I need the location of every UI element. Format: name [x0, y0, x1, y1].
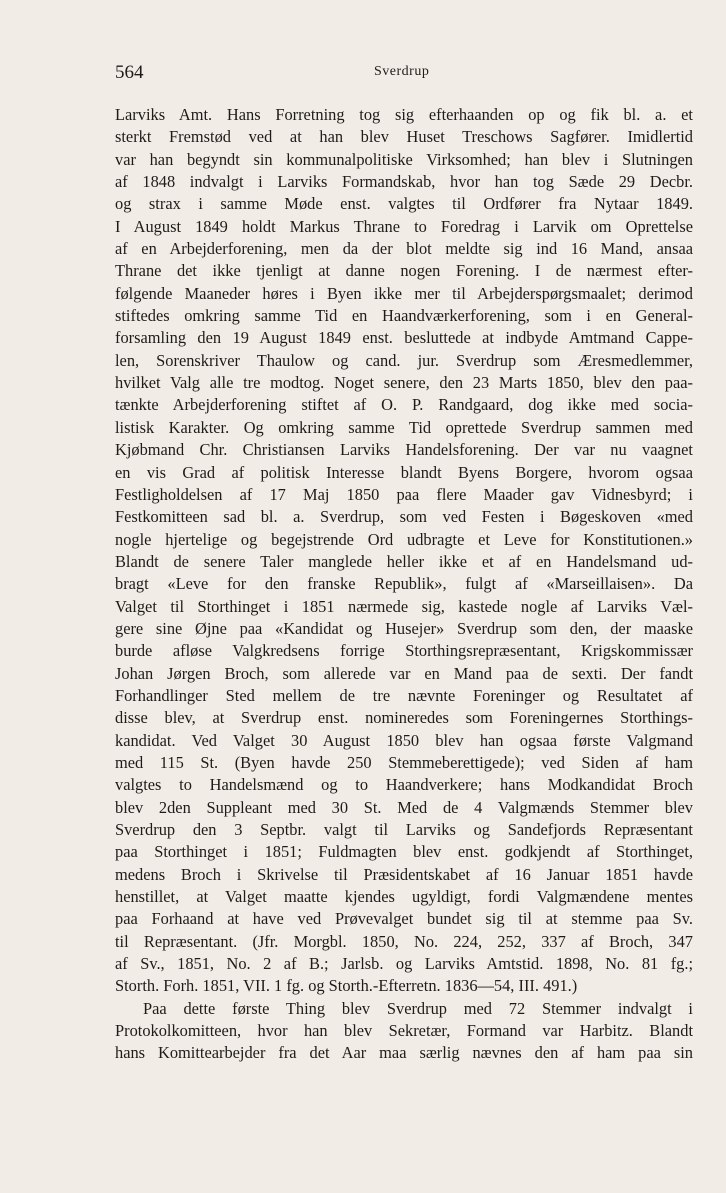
text-line: til Repræsentant. (Jfr. Morgbl. 1850, No. 224, 252, 337 af Broch, 347: [115, 931, 693, 951]
text-line: sterkt Fremstød ved at han blev Huset Treschows Sagfører. Imidlertid: [115, 127, 693, 147]
text-line: I August 1849 holdt Markus Thrane to Foredrag i Larvik om Oprettelse: [115, 216, 693, 236]
text-line: valgtes to Handelsmænd og to Haandverkere; hans Modkandidat Broch: [115, 775, 693, 795]
text-line: forsamling den 19 August 1849 enst. besluttede at indbyde Amtmand Cappe-: [115, 328, 693, 348]
text-line: Thrane det ikke tjenligt at danne nogen Forening. I de nærmest efter-: [115, 261, 693, 281]
text-line: disse blev, at Sverdrup enst. nomineredes som Foreningernes Storthings-: [115, 708, 693, 728]
page-header: [115, 62, 696, 88]
body-text: [115, 104, 693, 1065]
text-line: tænkte Arbejderforening stiftet af O. P. Randgaard, dog ikke med socia-: [115, 395, 693, 415]
text-line: stiftedes omkring samme Tid en Haandværkerforening, som i en General-: [115, 306, 693, 326]
text-line: gere sine Øjne paa «Kandidat og Husejer» Sverdrup som den, der maaske: [115, 618, 693, 638]
text-line: var han begyndt sin kommunalpolitiske Virksomhed; han blev i Slutningen: [115, 149, 693, 169]
text-line: blev 2den Suppleant med 30 St. Med de 4 Valgmænds Stemmer blev: [115, 797, 693, 817]
text-line: Festkomitteen sad bl. a. Sverdrup, som ved Festen i Bøgeskoven «med: [115, 507, 693, 527]
text-line: med 115 St. (Byen havde 250 Stemmeberettigede); ved Siden af ham: [115, 752, 693, 772]
text-line: Johan Jørgen Broch, som allerede var en Mand paa de sexti. Der fandt: [115, 663, 693, 683]
text-line: af Sv., 1851, No. 2 af B.; Jarlsb. og Larviks Amtstid. 1898, No. 81 fg.;: [115, 954, 693, 974]
text-line: paa Forhaand at have ved Prøvevalget bundet sig til at stemme paa Sv.: [115, 909, 693, 929]
text-line: Festligholdelsen af 17 Maj 1850 paa flere Maader gav Vidnesbyrd; i: [115, 484, 693, 504]
text-line: paa Storthinget i 1851; Fuldmagten blev enst. godkjendt af Storthinget,: [115, 842, 693, 862]
text-line: Storth. Forh. 1851, VII. 1 fg. og Storth.-Efterretn. 1836—54, III. 491.): [115, 976, 578, 996]
text-line: følgende Maaneder høres i Byen ikke mer til Arbejderspørgsmaalet; derimod: [115, 283, 693, 303]
text-line: medens Broch i Skrivelse til Præsidentskabet af 16 Januar 1851 havde: [115, 864, 693, 884]
text-line: nogle hjertelige og begejstrende Ord udbragte et Leve for Konstitutionen.»: [115, 529, 693, 549]
text-line: af 1848 indvalgt i Larviks Formandskab, hvor han tog Sæde 29 Decbr.: [115, 172, 693, 192]
text-line: af en Arbejderforening, men da der blot meldte sig ind 16 Mand, ansaa: [115, 239, 693, 259]
text-line: Blandt de senere Taler manglede heller ikke et af en Handelsmand ud-: [115, 551, 693, 571]
text-line: kandidat. Ved Valget 30 August 1850 blev han ogsaa første Valgmand: [115, 730, 693, 750]
text-line: Protokolkomitteen, hvor han blev Sekretær, Formand var Harbitz. Blandt: [115, 1021, 693, 1041]
text-line: Forhandlinger Sted mellem de tre nævnte Foreninger og Resultatet af: [115, 685, 693, 705]
text-line: og strax i samme Møde enst. valgtes til Ordfører fra Nytaar 1849.: [115, 194, 693, 214]
text-line: Paa dette første Thing blev Sverdrup med 72 Stemmer indvalgt i: [143, 998, 693, 1018]
running-head: Sverdrup: [374, 64, 430, 79]
text-line: bragt «Leve for den franske Republik», fulgt af «Marseillaisen». Da: [115, 574, 693, 594]
text-line: Sverdrup den 3 Septbr. valgt til Larviks og Sandefjords Repræsentant: [115, 820, 693, 839]
text-line: Kjøbmand Chr. Christiansen Larviks Handelsforening. Der var nu vaagnet: [115, 440, 693, 460]
text-line: Valget til Storthinget i 1851 nærmede sig, kastede nogle af Larviks Væl-: [115, 596, 693, 616]
text-line: en vis Grad af politisk Interesse blandt Byens Borgere, hvorom ogsaa: [115, 462, 693, 482]
text-line: Larviks Amt. Hans Forretning tog sig efterhaanden op og fik bl. a. et: [115, 105, 693, 124]
page-number: 564: [115, 62, 144, 83]
text-line: burde afløse Valgkredsens forrige Storthingsrepræsentant, Krigskommissær: [115, 641, 693, 661]
text-line: hvilket Valg alle tre modtog. Noget senere, den 23 Marts 1850, blev den paa-: [115, 373, 693, 393]
text-line: henstillet, at Valget maatte kjendes ugyldigt, fordi Valgmændene mentes: [115, 887, 693, 907]
text-line: hans Komittearbejder fra det Aar maa særlig nævnes den af ham paa sin: [115, 1043, 693, 1063]
text-line: len, Sorenskriver Thaulow og cand. jur. Sverdrup som Æresmedlemmer,: [115, 350, 693, 370]
text-line: listisk Karakter. Og omkring samme Tid oprettede Sverdrup sammen med: [115, 417, 693, 437]
